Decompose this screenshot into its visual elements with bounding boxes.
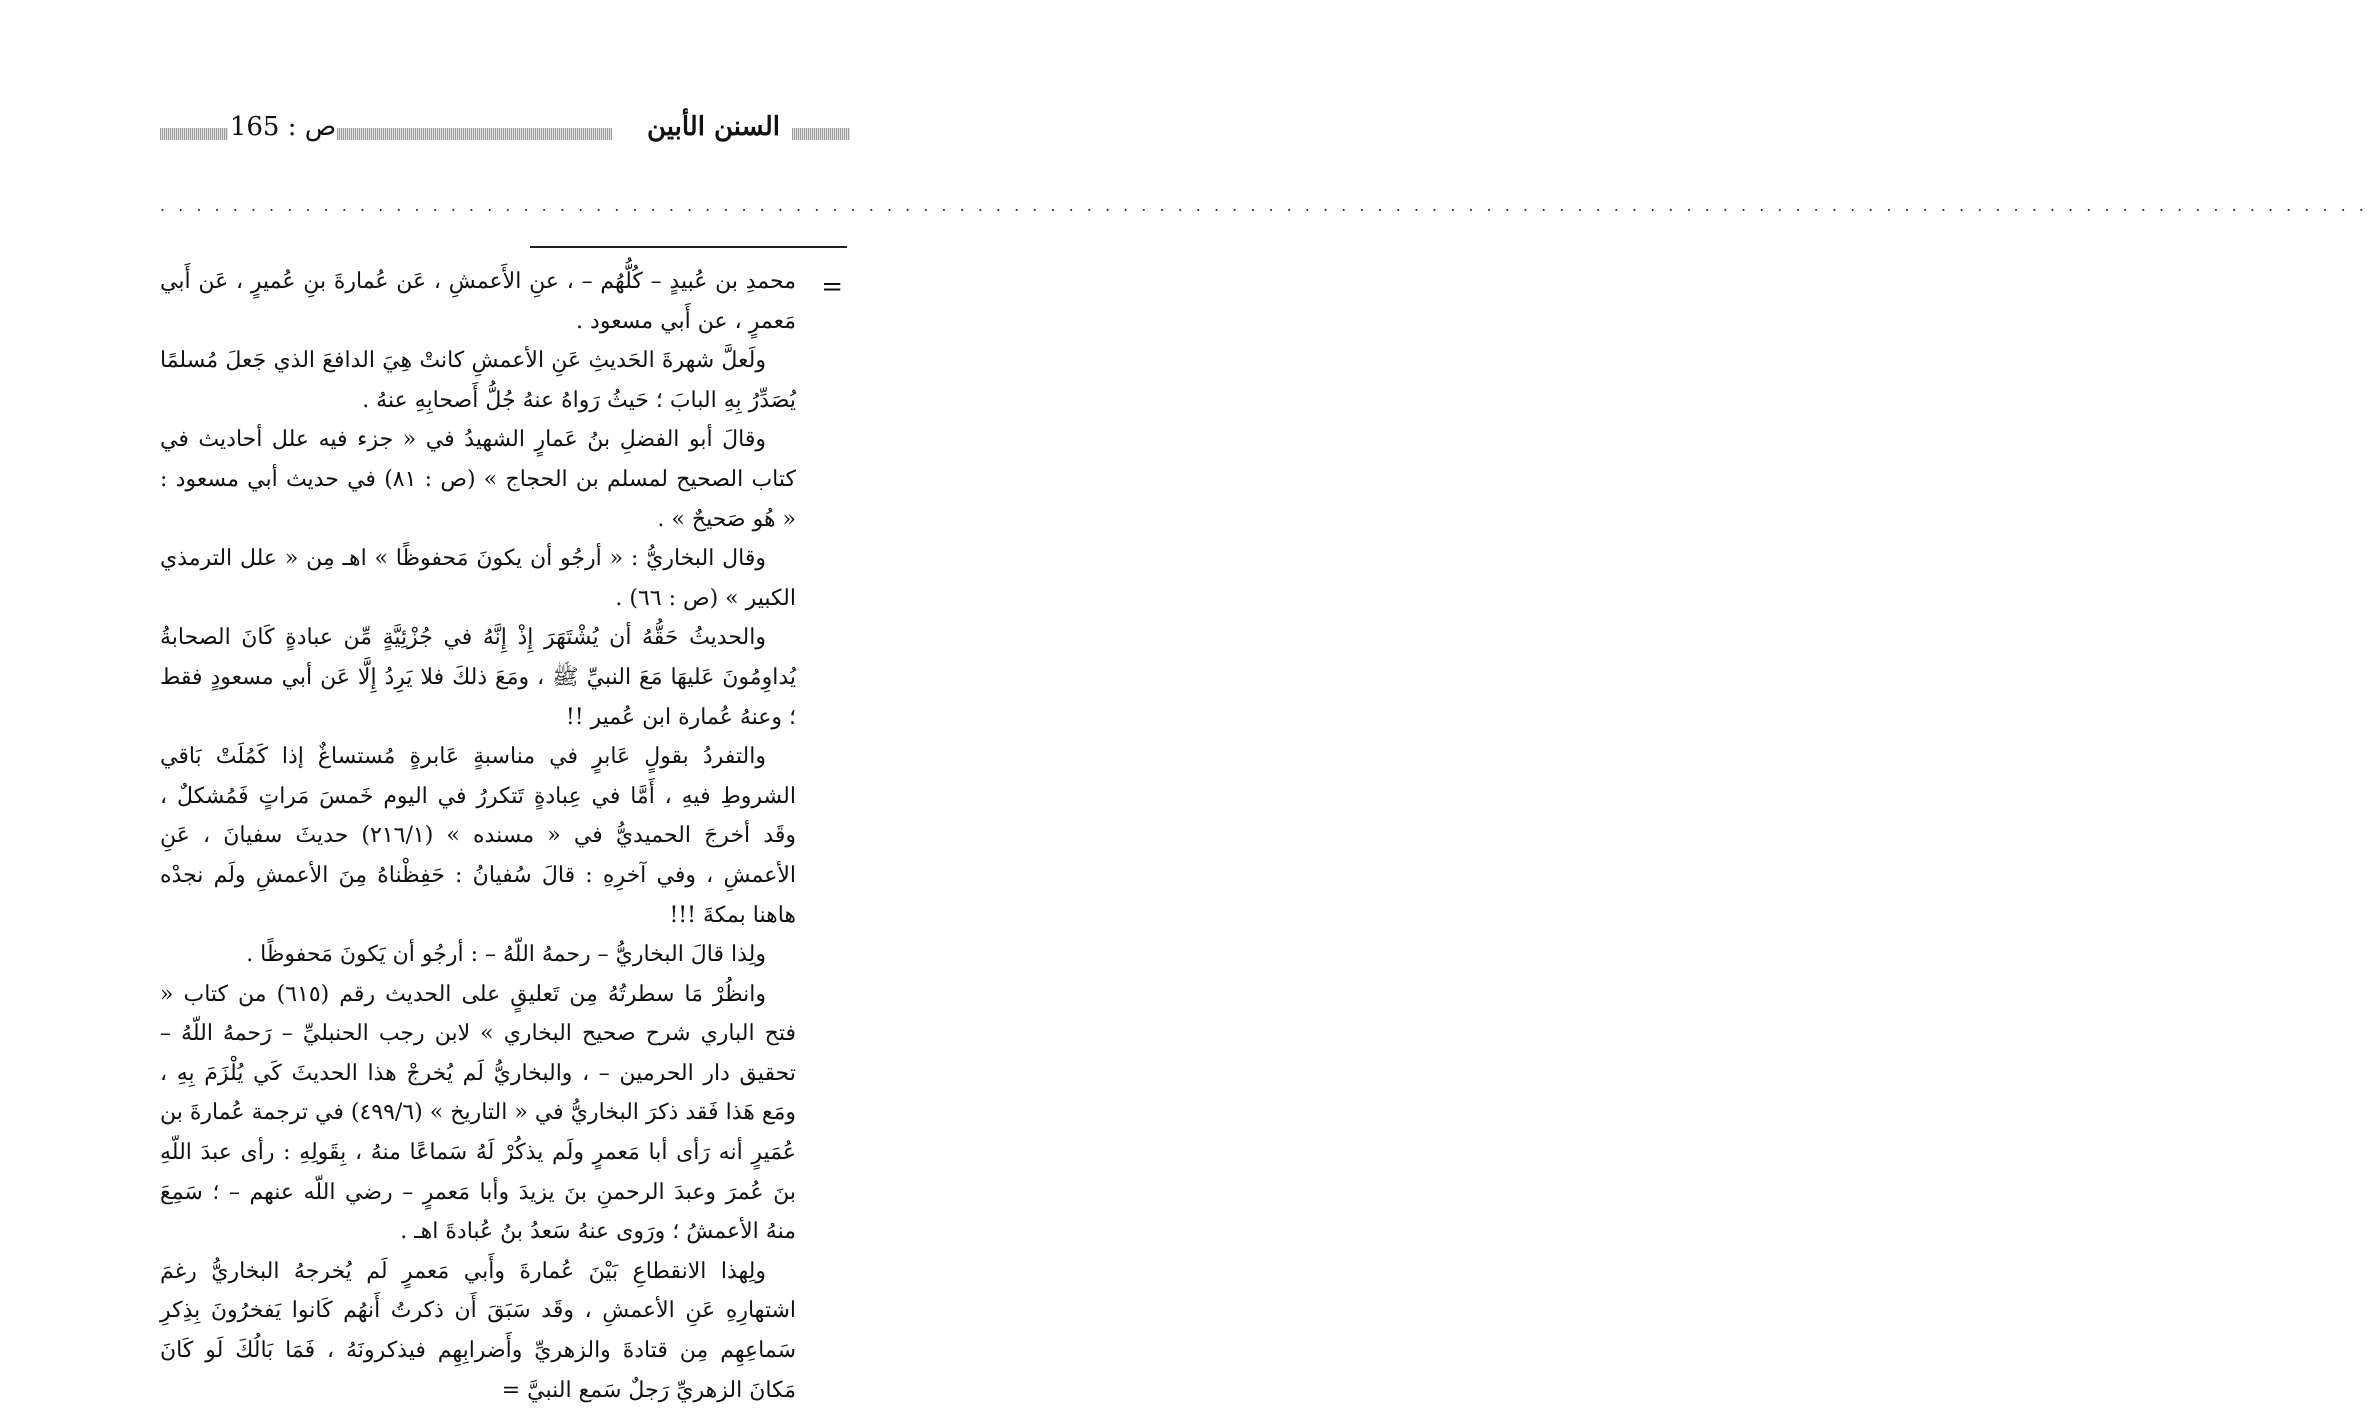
paragraph: ولِذا قالَ البخاريُّ – رحمهُ اللّهُ – : أرجُو أن يَكونَ مَحفوظًا . <box>246 942 766 968</box>
paragraph: وانظُرْ مَا سطرتُهُ مِن تَعليقٍ على الحديث رقم (٦١٥) من كتاب « فتح الباري شرح صحيح البخاري » لابن رجب الحنبليِّ – رَحمهُ اللّهُ – تحقيق دار الحرمين – ، والبخاريُّ لَم يُخرجْ هذا الحديثَ كَي يُلْزَمَ بِهِ ، ومَع هَذا فَقد ذكرَ البخاريُّ في « التاريخ » (٤٩٩/٦) في ترجمة عُمارةَ بن عُمَيرٍ أنه رَأى أبا مَعمرٍ ولَم يذكُرْ لَهُ سَماعًا منهُ ، بِقَولِهِ : رأى عبدَ اللّهِ بنَ عُمرَ وعبدَ الرحمنِ بنَ يزيدَ وأبا مَعمرٍ – رضي اللّه عنهم – ؛ سَمِعَ منهُ الأعمشُ ؛ ورَوى عنهُ سَعدُ بنُ عُبادةَ اهـ . <box>160 981 796 1245</box>
paragraph: والحديثُ حَقُّهُ أن يُشْتَهَرَ إِذْ إِنَّهُ في جُزْئِيَّةٍ مِّن عبادةٍ كَانَ الصحابةُ يُداوِمُونَ عَليهَا مَعَ النبيِّ ﷺ ، ومَعَ ذلكَ فلا يَرِدُ إِلَّا عَن أبي مسعودٍ فقط ؛ وعنهُ عُمارة ابن عُمير !! <box>160 625 796 730</box>
paragraph: وقالَ أبو الفضلِ بنُ عَمارٍ الشهيدُ في « جزء فيه علل أحاديث في كتاب الصحيح لمسلم بن الحجاج » (ص : ٨١) في حديث أبي مسعود : « هُو صَحيحٌ » . <box>160 427 796 532</box>
paragraph: ولِهذا الانقطاعِ بَيْنَ عُمارةَ وأَبي مَعمرٍ لَم يُخرجهُ البخاريُّ رغمَ اشتهارِهِ عَنِ الأعمشِ ، وقَد سَبَقَ أَن ذكرتُ أَنهُم كَانوا يَفخرُونَ بِذِكرِ سَماعِهِم مِن قتادةَ والزهريِّ وأَضرابِهِم فيذكرونَهُ ، فَمَا بَالُكَ لَو كَانَ مَكانَ الزهريِّ رَجلٌ سَمع النبيَّ = <box>160 1258 796 1403</box>
page-number: ص : 165 <box>229 112 337 142</box>
continuation-mark: = <box>821 272 843 302</box>
running-header <box>160 110 850 150</box>
paragraph: ولَعلَّ شهرةَ الحَديثِ عَنِ الأعمشِ كانتْ هِيَ الدافعَ الذي جَعلَ مُسلمًا يُصَدِّرُ بِهِ البابَ ؛ حَيثُ رَواهُ عنهُ جُلُّ أَصحابِهِ عنهُ . <box>160 348 796 413</box>
footnote-rule <box>530 246 847 248</box>
book-title: السنن الأبين <box>647 112 780 142</box>
header-ornament-left <box>160 128 228 140</box>
header-ornament-middle <box>337 128 612 140</box>
header-ornament-right <box>792 128 850 140</box>
footnote-text <box>160 262 796 1410</box>
paragraph: محمدِ بن عُبيدٍ – كُلُّهُم – ، عنِ الأَعمشِ ، عَن عُمارةَ بنِ عُميرٍ ، عَن أَبي مَعمرٍ ، عن أَبي مسعود . <box>160 269 796 334</box>
paragraph: والتفردُ بقولٍ عَابرٍ في مناسبةٍ عَابرةٍ مُستساغٌ إذا كَمُلَتْ بَاقي الشروطِ فيهِ ، أَمَّا في عِبادةٍ تَتكررُ في اليوم خَمسَ مَراتٍ فَمُشكلٌ ، وقَد أخرجَ الحميديُّ في « مسنده » (٢١٦/١) حديثَ سفيانَ ، عَنِ الأعمشِ ، وفي آخرِهِ : قالَ سُفيانُ : حَفِظْناهُ مِنَ الأعمشِ ولَم نجدْه هاهنا بمكةَ !!! <box>160 744 796 928</box>
dotted-separator: . . . . . . . . . . . . . . . . . . . . . . . . . . . . . . . . . . . . . . . . . . . . . . . . . . . . . . . . . . . . . . . . . . . . . . . . . . . . . . . . . . . . . . . . . . . . . . . . . . . . . . . . . . . . . . . . . . . . . . . . . . <box>160 196 2368 215</box>
paragraph: وقال البخاريُّ : « أرجُو أن يكونَ مَحفوظًا » اهـ مِن « علل الترمذي الكبير » (ص : ٦٦) . <box>160 546 796 611</box>
